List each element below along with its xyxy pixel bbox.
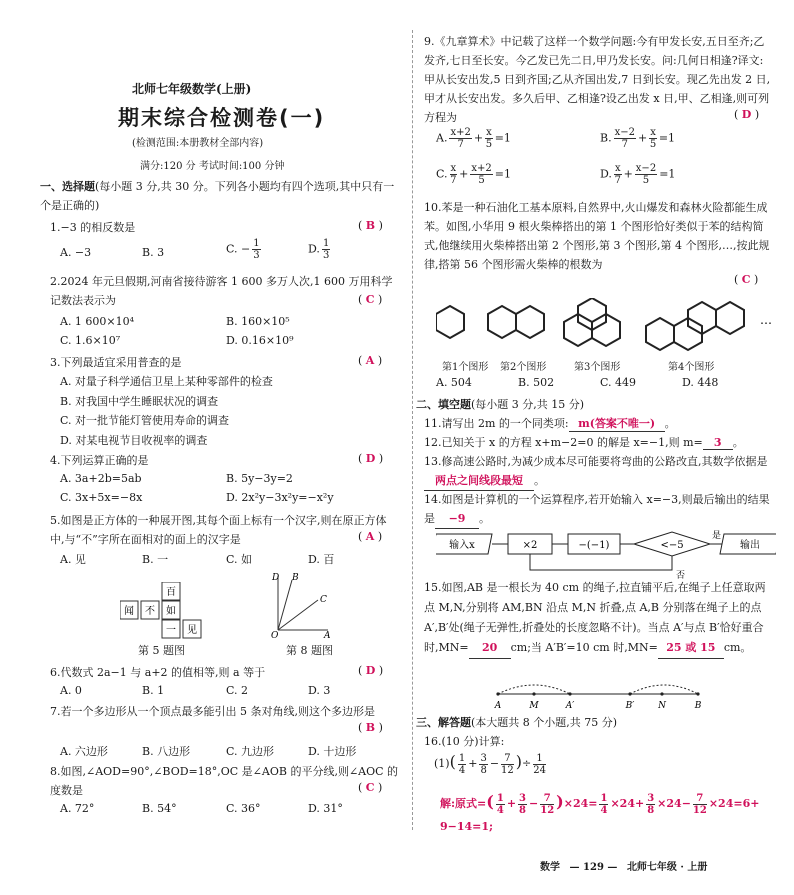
program-flowchart	[436, 528, 776, 580]
q2-option-d: D. 0.16×10⁹	[226, 334, 294, 347]
q3-answer: ( A )	[358, 354, 383, 367]
q1-answer: ( B )	[358, 219, 383, 232]
q5-option-a: A. 见	[60, 553, 86, 566]
q8-option-b: B. 54°	[142, 802, 177, 815]
q10-answer: ( C )	[734, 273, 759, 286]
flow-times-2: ×2	[522, 540, 538, 551]
q7-option-d: D. 十边形	[308, 745, 357, 758]
angle-figure	[268, 570, 338, 640]
flow-minus-neg1: −(−1)	[578, 540, 610, 551]
q5-answer: ( A )	[358, 530, 383, 543]
q13-answer: 两点之间线段最短	[424, 471, 534, 491]
section-2-heading: 二、填空题(每小题 3 分,共 15 分)	[416, 398, 585, 411]
q9-answer: ( D )	[734, 108, 760, 121]
svg-text:O: O	[271, 631, 279, 640]
q9-option-a: A. $\frac{x+2}{7}$ + $\frac{x}{5}$ =1	[436, 127, 511, 150]
q7-option-a: A. 六边形	[60, 745, 108, 758]
q10-option-b: B. 502	[518, 376, 555, 389]
q14: 14.如图是计算机的一个运算程序,若开始输入 x=−3,则最后输出的结果是 −9 。	[424, 490, 774, 529]
pattern-caption-1: 第1个图形	[442, 362, 489, 373]
flow-no: 否	[676, 571, 686, 580]
column-divider	[412, 30, 413, 830]
q8-answer: ( C )	[358, 781, 383, 794]
page-title: 期末综合检测卷(一)	[118, 106, 326, 130]
svg-text:A: A	[494, 701, 502, 711]
q1-option-c: C. − $\frac{1}{3}$	[226, 238, 260, 261]
q6-answer: ( D )	[358, 664, 384, 677]
svg-text:B: B	[694, 701, 702, 711]
q5-option-c: C. 如	[226, 553, 253, 566]
q5-option-d: D. 百	[308, 553, 335, 566]
net-face-6: 见	[187, 625, 197, 636]
q1-option-d: D. $\frac{1}{3}$	[308, 238, 330, 261]
pattern-caption-4: 第4个图形	[668, 362, 715, 373]
q10-option-a: A. 504	[436, 376, 472, 389]
svg-text:M: M	[529, 701, 539, 711]
q3-option-d: D. 对某电视节目收视率的调查	[60, 434, 208, 447]
net-face-5: 一	[166, 625, 176, 636]
net-face-2: 闻	[124, 606, 134, 617]
q11: 11.请写出 2m 的一个同类项: m(答案不唯一) 。	[424, 417, 676, 430]
q15: 15.如图,AB 是一根长为 40 cm 的绳子,拉直铺平后,在绳子上任意取两点 M,N,分别将 AM,BN 沿点 M,N 折叠,点 A,B 分别落在绳子上的点 A′,B′处(绳子无弹性,折叠处的长度忽略不计)。当点 A′与点 B′恰好重合时,MN= 20 cm;当 A′B′=10 cm 时,MN= 25 或 15 cm。	[424, 578, 774, 659]
q8-stem: 8.如图,∠AOD=90°,∠BOD=18°,OC 是∠AOB 的平分线,则∠AOC 的度数是	[50, 765, 399, 797]
q3-option-b: B. 对我国中学生睡眠状况的调查	[60, 395, 219, 408]
flow-output: 输出	[740, 540, 760, 551]
q12: 12.已知关于 x 的方程 x+m−2=0 的解是 x=−1,则 m= 3 。	[424, 436, 744, 449]
q9-stem: 9.《九章算术》中记载了这样一个数学问题:今有甲发长安,五日至齐;乙发齐,七日至长安。今乙发已先二日,甲乃发长安。问:几何日相逢?译文:甲从长安出发,5 日到齐国;乙从齐国出发,7 日到长安。现乙先出发 2 日,甲才从长安出发。多久后甲、乙相逢?设乙出发 x 日,甲、乙相逢,则可列方程为	[424, 35, 771, 124]
flow-yes: 是	[712, 531, 722, 541]
svg-text:A: A	[324, 631, 331, 640]
rope-figure	[494, 680, 714, 712]
q9-option-d: D. $\frac{x}{7}$ + $\frac{x-2}{5}$ =1	[600, 163, 676, 186]
q4-option-b: B. 5y−3y=2	[226, 472, 293, 485]
q15-answer-1: 20	[469, 638, 511, 659]
pattern-ellipsis: …	[760, 313, 772, 327]
q15-answer-2: 25 或 15	[658, 638, 724, 659]
svg-text:A′: A′	[565, 701, 575, 711]
q6-option-b: B. 1	[142, 684, 165, 697]
q16-solution-line2: 9−14=1;	[440, 820, 494, 833]
svg-text:B′: B′	[625, 701, 635, 711]
q7-option-b: B. 八边形	[142, 745, 191, 758]
q7-option-c: C. 九边形	[226, 745, 275, 758]
q7-answer: ( B )	[358, 721, 383, 734]
q4-option-d: D. 2x²y−3x²y=−x²y	[226, 491, 334, 504]
q6-option-d: D. 3	[308, 684, 331, 697]
net-face-1: 百	[166, 587, 176, 598]
fig5-caption: 第 5 题图	[138, 644, 185, 657]
q4-answer: ( D )	[358, 452, 384, 465]
q1-stem: 1.−3 的相反数是	[50, 221, 136, 234]
svg-text:N: N	[658, 701, 666, 711]
q4-stem: 4.下列运算正确的是	[50, 454, 149, 467]
q2-option-c: C. 1.6×10⁷	[60, 334, 121, 347]
pattern-caption-2: 第2个图形	[500, 362, 547, 373]
net-face-3: 不	[145, 606, 155, 617]
q6-option-a: A. 0	[60, 684, 82, 697]
fig8-caption: 第 8 题图	[286, 644, 333, 657]
q8-option-a: A. 72°	[60, 802, 95, 815]
benzene-pattern-figure	[436, 298, 776, 358]
q2-option-a: A. 1 600×10⁴	[60, 315, 135, 328]
section-3-heading: 三、解答题(本大题共 8 个小题,共 75 分)	[416, 716, 618, 729]
q6-stem: 6.代数式 2a−1 与 a+2 的值相等,则 a 等于	[50, 666, 266, 679]
q4-option-c: C. 3x+5x=−8x	[60, 491, 143, 504]
page-footer: 数学 — 129 — 北师七年级 · 上册	[540, 862, 708, 873]
q13: 13.修高速公路时,为减少成本尽可能要将弯曲的公路改直,其数学依据是两点之间线段最短 。	[424, 452, 774, 491]
q8-option-c: C. 36°	[226, 802, 261, 815]
q9-option-b: B. $\frac{x-2}{7}$ + $\frac{x}{5}$ =1	[600, 127, 676, 150]
q1-option-b: B. 3	[142, 246, 165, 259]
section-1-heading: 一、选择题(每小题 3 分,共 30 分。下列各小题均有四个选项,其中只有一个是正确的)	[40, 180, 395, 212]
q3-option-a: A. 对量子科学通信卫星上某种零部件的检查	[60, 375, 273, 388]
q3-option-c: C. 对一批节能灯管使用寿命的调查	[60, 414, 230, 427]
scope-note: (检测范围:本册教材全部内容)	[132, 138, 264, 149]
q3-stem: 3.下列最适宜采用普查的是	[50, 356, 182, 369]
svg-text:D: D	[272, 573, 280, 583]
q14-answer: −9	[435, 509, 479, 529]
q10-option-d: D. 448	[682, 376, 719, 389]
exam-meta: 满分:120 分 考试时间:100 分钟	[140, 161, 285, 172]
pattern-caption-3: 第3个图形	[574, 362, 621, 373]
net-face-4: 如	[166, 606, 176, 617]
q10-stem: 10.苯是一种石油化工基本原料,自然界中,火山爆发和森林火险都能生成苯。如图,小华用 9 根火柴棒搭出的第 1 个图形恰好类似于苯的结构简式,他继续用火柴棒搭出第 2 个图形,第 3 个图形,第 4 个图形,…,按此规律,搭第 56 个图形需火柴棒的根数为	[424, 201, 770, 271]
svg-text:C: C	[320, 595, 327, 605]
q6-option-c: C. 2	[226, 684, 249, 697]
q2-stem: 2.2024 年元旦假期,河南省接待游客 1 600 多万人次,1 600 万用科学记数法表示为	[50, 275, 393, 307]
flow-input: 输入x	[449, 540, 475, 551]
q11-answer: m(答案不唯一)	[569, 415, 665, 432]
q12-answer: 3	[703, 436, 733, 450]
q9-option-c: C. $\frac{x}{7}$ + $\frac{x+2}{5}$ =1	[436, 163, 511, 186]
q1-option-a: A. −3	[60, 246, 92, 259]
q5-option-b: B. 一	[142, 553, 169, 566]
q4-option-a: A. 3a+2b=5ab	[60, 472, 142, 485]
q7-stem: 7.若一个多边形从一个顶点最多能引出 5 条对角线,则这个多边形是	[50, 705, 375, 718]
series-title: 北师七年级数学(上册)	[132, 82, 252, 96]
q16-stem: 16.(10 分)计算:	[424, 735, 505, 748]
q10-option-c: C. 449	[600, 376, 637, 389]
flow-condition: <−5	[660, 540, 684, 551]
cube-net-figure	[120, 582, 210, 642]
q16-part1: (1)( $\frac{1}{4}$ + $\frac{3}{8}$ − $\frac{7}{12}$ )÷ $\frac{1}{24}$	[434, 752, 546, 776]
q2-option-b: B. 160×10⁵	[226, 315, 290, 328]
svg-text:B: B	[292, 573, 299, 583]
q2-answer: ( C )	[358, 293, 383, 306]
q8-option-d: D. 31°	[308, 802, 343, 815]
q5-stem: 5.如图是正方体的一种展开图,其每个面上标有一个汉字,则在原正方体中,与“不”字所在面相对的面上的汉字是	[50, 514, 387, 546]
q16-solution: 解:原式=( $\frac{1}{4}$ + $\frac{3}{8}$ − $\frac{7}{12}$ )×24= $\frac{1}{4}$ ×24+ $\frac{3}{8}$ ×24− $\frac{7}{12}$ ×24=6+	[440, 792, 760, 816]
